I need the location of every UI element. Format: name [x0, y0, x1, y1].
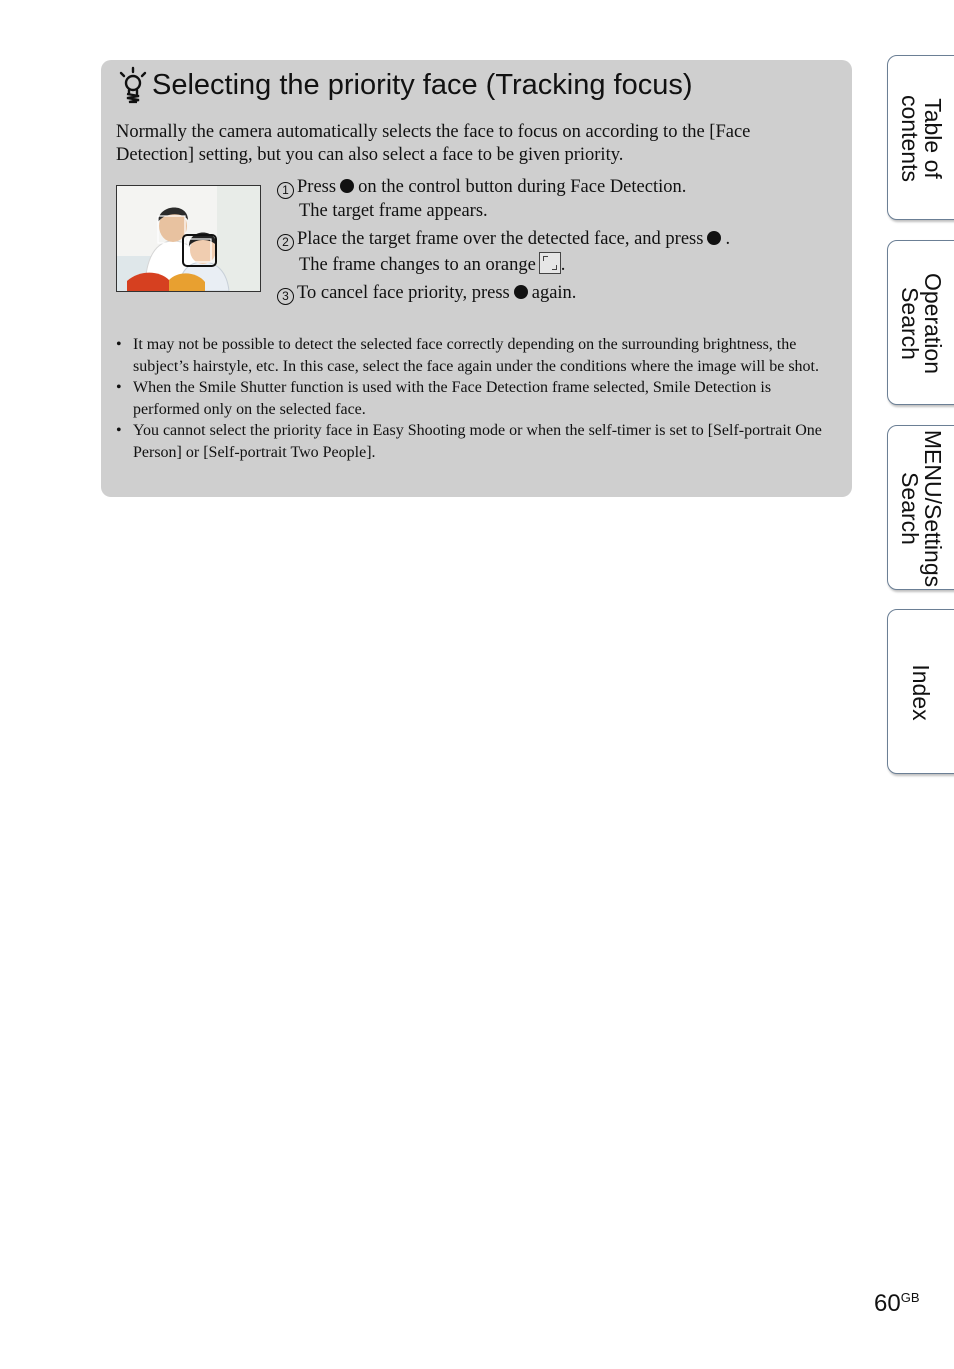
tab-label-line1: Operation — [920, 272, 946, 374]
step-1 — [277, 176, 837, 223]
step-text: To cancel face priority, press — [297, 283, 510, 303]
step-text: Place the target frame over the detected face, and press — [297, 229, 704, 249]
tab-label-line1: Table of — [920, 98, 946, 179]
face-detection-photo — [116, 185, 261, 292]
tab-label-line1: Index — [908, 664, 935, 721]
page-number-value: 60 — [874, 1290, 901, 1317]
tip-title-text: Selecting the priority face (Tracking focus) — [152, 68, 693, 101]
step-subtext: The target frame appears. — [299, 200, 488, 221]
step-3 — [277, 282, 837, 306]
tab-table-of-contents[interactable] — [887, 55, 954, 220]
step-subtext-suffix: . — [560, 254, 566, 275]
page-number — [874, 1290, 920, 1318]
note-text: When the Smile Shutter function is used with the Face Detection frame selected, Smile Detection is performed only on the selected face. — [133, 379, 772, 418]
notes-list — [116, 334, 836, 463]
center-button-icon — [707, 231, 721, 245]
step-text-after: . — [725, 229, 731, 249]
step-number-3: 3 — [277, 288, 294, 305]
note-text: It may not be possible to detect the selected face correctly depending on the surrounding brightness, the subject’s hairstyle, etc. In this case, select the face again under the conditions where the image will be shot. — [133, 336, 819, 375]
tab-operation-search[interactable] — [887, 240, 954, 405]
step-text-after: again. — [531, 283, 577, 303]
step-subtext: The frame changes to an orange — [299, 254, 536, 275]
tab-label-line2: Search — [897, 287, 923, 360]
tab-label-line2: Search — [897, 472, 923, 545]
note-item — [116, 334, 836, 377]
center-button-icon — [340, 179, 354, 193]
tab-label-line1: MENU/Settings — [920, 429, 946, 588]
bullet: • — [116, 422, 122, 439]
target-frame-icon — [539, 252, 561, 274]
intro-paragraph: Normally the camera automatically selects the face to focus on according to the [Face Detection] setting, but you can also select a face to be given priority. — [116, 122, 751, 165]
steps-list — [277, 176, 837, 311]
step-text: Press — [297, 177, 337, 197]
page-number-suffix: GB — [900, 1290, 920, 1305]
tab-label-line2: contents — [897, 95, 923, 182]
center-button-icon — [514, 285, 528, 299]
note-item — [116, 377, 836, 420]
step-2 — [277, 228, 837, 277]
note-item — [116, 420, 836, 463]
step-text-after: on the control button during Face Detection. — [358, 177, 687, 197]
tab-menu-settings-search[interactable] — [887, 425, 954, 590]
note-text: You cannot select the priority face in Easy Shooting mode or when the self-timer is set to [Self-portrait One Person] or [Self-portrait Two People]. — [133, 422, 822, 461]
step-number-2: 2 — [277, 234, 294, 251]
step-subtext-row — [277, 252, 837, 278]
lightbulb-hint-icon — [116, 66, 150, 104]
step-number-1: 1 — [277, 182, 294, 199]
bullet: • — [116, 379, 122, 396]
tip-title — [116, 66, 692, 104]
tab-index[interactable] — [887, 609, 954, 774]
bullet: • — [116, 336, 122, 353]
